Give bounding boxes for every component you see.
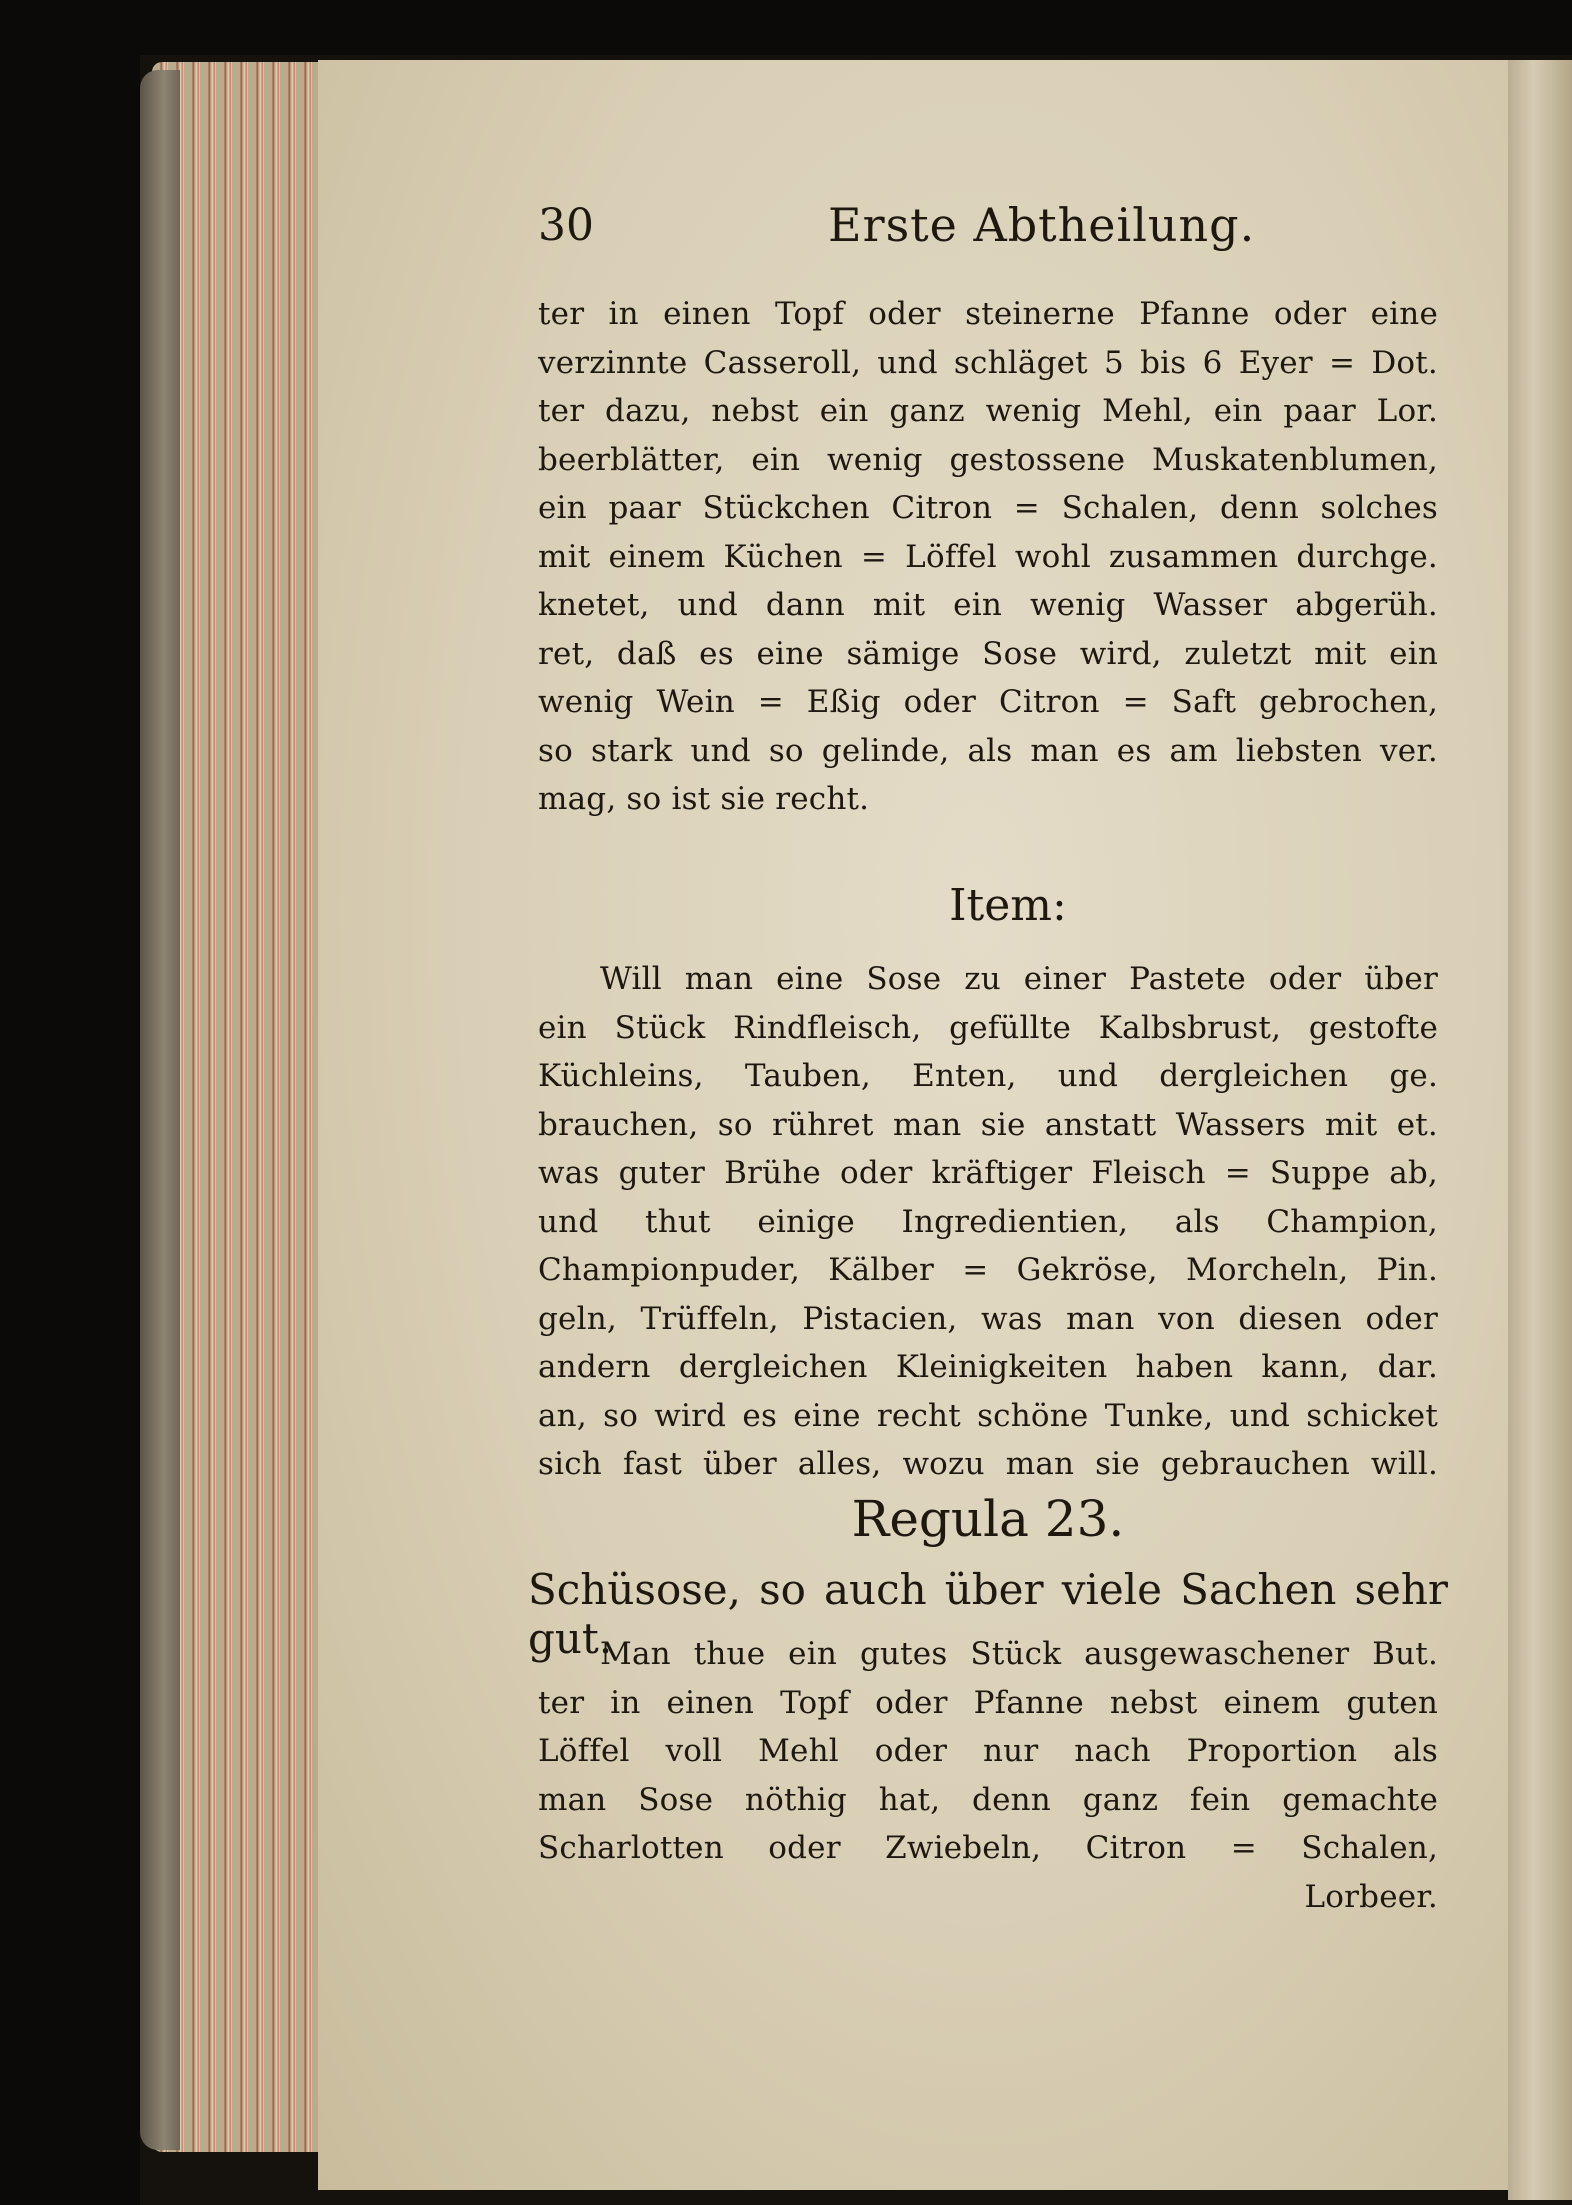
paragraph-2 <box>538 955 1438 1489</box>
text-line: mit einem Küchen = Löffel wohl zusammen durchge. <box>538 538 1438 575</box>
text-line: so stark und so gelinde, als man es am liebsten ver. <box>538 732 1438 769</box>
text-line: und thut einige Ingredientien, als Champion, <box>538 1203 1438 1240</box>
recipe-title: Schüsose, so auch über viele Sachen sehr gut. <box>528 1565 1448 1663</box>
text-line: beerblätter, ein wenig gestossene Muskatenblumen, <box>538 441 1438 478</box>
text-line: ter in einen Topf oder Pfanne nebst einem guten <box>538 1684 1438 1721</box>
text-line: geln, Trüffeln, Pistacien, was man von diesen oder <box>538 1300 1438 1337</box>
text-line: an, so wird es eine recht schöne Tunke, und schicket <box>538 1397 1438 1434</box>
cover-edge <box>140 70 180 2150</box>
regula-heading: Regula 23. <box>851 1490 1125 1548</box>
text-line: ein paar Stückchen Citron = Schalen, denn solches <box>538 490 1438 526</box>
paragraph-1 <box>538 290 1438 824</box>
text-line: ret, daß es eine sämige Sose wird, zuletzt mit ein <box>538 635 1438 672</box>
text-line: Man thue ein gutes Stück ausgewaschener But. <box>600 1636 1438 1672</box>
text-line: Championpuder, Kälber = Gekröse, Morcheln, Pin. <box>538 1252 1438 1288</box>
text-line: sich fast über alles, wozu man sie gebrauchen will. <box>538 1446 1438 1482</box>
text-line: brauchen, so rühret man sie anstatt Wassers mit et. <box>538 1106 1438 1143</box>
text-line: Scharlotten oder Zwiebeln, Citron = Schalen, <box>538 1830 1438 1866</box>
page-number: 30 <box>538 200 594 251</box>
text-line: verzinnte Casseroll, und schläget 5 bis 6 Eyer = Dot. <box>538 344 1438 381</box>
text-line: Will man eine Sose zu einer Pastete oder über <box>600 961 1438 997</box>
page-header <box>538 190 1438 260</box>
gutter <box>1508 60 1572 2200</box>
text-line: ein Stück Rindfleisch, gefüllte Kalbsbrust, gestofte <box>538 1009 1438 1046</box>
text-line: wenig Wein = Eßig oder Citron = Saft gebrochen, <box>538 684 1438 720</box>
text-line: Löffel voll Mehl oder nur nach Proportion als <box>538 1733 1438 1769</box>
text-line: was guter Brühe oder kräftiger Fleisch = Suppe ab, <box>538 1155 1438 1191</box>
catchword: Lorbeer. <box>1304 1878 1438 1915</box>
text-line: ter in einen Topf oder steinerne Pfanne oder eine <box>538 296 1438 332</box>
running-head: Erste Abtheilung. <box>828 198 1256 252</box>
text-line: andern dergleichen Kleinigkeiten haben kann, dar. <box>538 1349 1438 1385</box>
paragraph-3 <box>538 1630 1438 1921</box>
text-line: mag, so ist sie recht. <box>538 781 870 817</box>
text-line: Küchleins, Tauben, Enten, und dergleichen ge. <box>538 1058 1438 1094</box>
text-line: ter dazu, nebst ein ganz wenig Mehl, ein paar Lor. <box>538 393 1438 429</box>
section-heading-item: Item: <box>949 880 1067 931</box>
text-line: man Sose nöthig hat, denn ganz fein gemachte <box>538 1781 1438 1818</box>
text-line: knetet, und dann mit ein wenig Wasser abgerüh. <box>538 587 1438 623</box>
